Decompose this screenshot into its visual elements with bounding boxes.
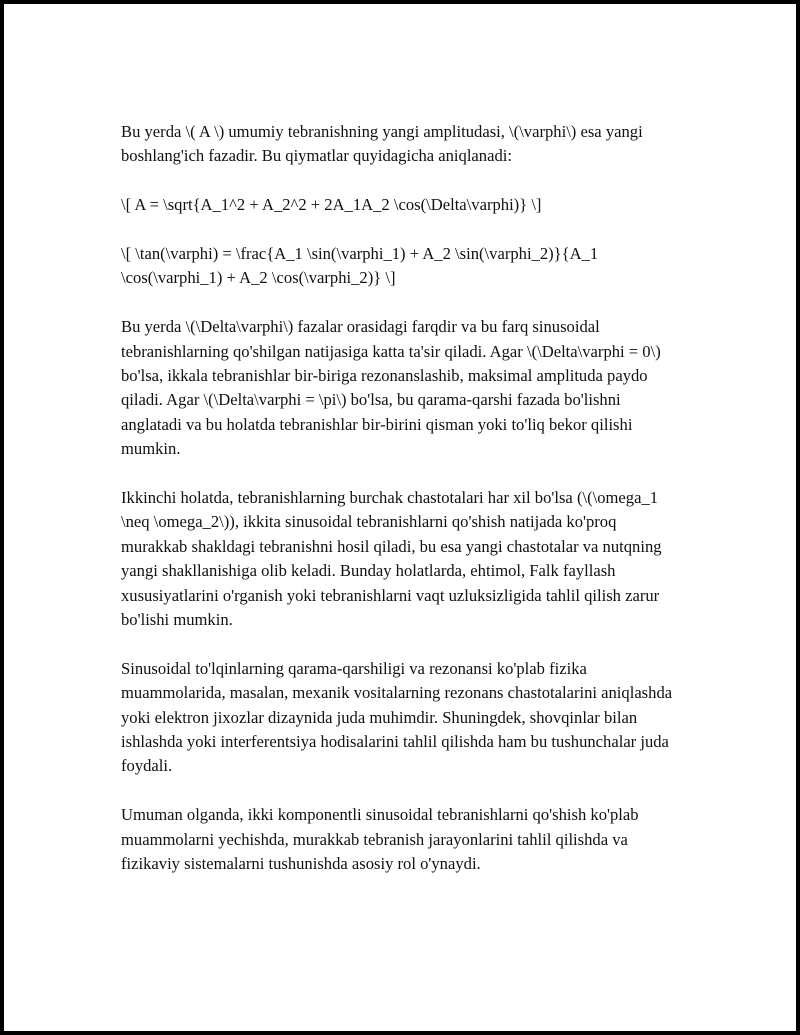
formula-phase: \[ \tan(\varphi) = \frac{A_1 \sin(\varphi_1) + A_2 \sin(\varphi_2)}{A_1 \cos(\varphi_1) + A_2 \cos(\varphi_2)} \] — [121, 244, 599, 288]
paragraph-conclusion: Umuman olganda, ikki komponentli sinusoidal tebranishlarni qo'shish ko'plab muammolarni yechishda, murakkab tebranish jarayonlarini tahlil qilishda va fizikaviy sistemalarni tushunishda asosiy rol o'ynaydi. — [121, 805, 639, 874]
paragraph-phase-difference: Bu yerda \(\Delta\varphi\) fazalar orasidagi farqdir va bu farq sinusoidal tebranishlarning qo'shilgan natijasiga katta ta'sir qiladi. Agar \(\Delta\varphi = 0\) bo'lsa, ikkala tebranishlar bir-biriga rezonanslashib, maksimal amplituda paydo qiladi. Agar \(\Delta\varphi = \pi\) bo'lsa, bu qarama-qarshi fazada bo'lishni anglatadi va bu holatda tebranishlar bir-birini qisman yoki to'liq bekor qilishi mumkin. — [121, 317, 661, 459]
formula-amplitude: \[ A = \sqrt{A_1^2 + A_2^2 + 2A_1A_2 \cos(\Delta\varphi)} \] — [121, 195, 542, 215]
paragraph-amplitude-intro: Bu yerda \( A \) umumiy tebranishning yangi amplitudasi, \(\varphi\) esa yangi boshlang'ich fazadir. Bu qiymatlar quyidagicha aniqlanadi: — [121, 122, 643, 166]
paragraph-different-frequencies: Ikkinchi holatda, tebranishlarning burchak chastotalari har xil bo'lsa (\(\omega_1 \neq \omega_2\)), ikkita sinusoidal tebranishlarni qo'shish natijada ko'proq murakkab shakldagi tebranishni hosil qiladi, bu esa yangi chastotalar va nutqning yangi shakllanishiga olib keladi. Bunday holatlarda, ehtimol, Falk fayllash xususiyatlarini o'rganish yoki tebranishlarni vaqt uzluksizligida tahlil qilish zarur bo'lishi mumkin. — [121, 488, 662, 630]
paragraph-applications: Sinusoidal to'lqinlarning qarama-qarshiligi va rezonansi ko'plab fizika muammolarida, masalan, mexanik vositalarning rezonans chastotalarini aniqlashda yoki elektron jixozlar dizaynida juda muhimdir. Shuningdek, shovqinlar bilan ishlashda yoki interferentsiya hodisalarini tahlil qilishda ham bu tushunchalar juda foydali. — [121, 658, 673, 776]
document-body — [121, 120, 681, 901]
